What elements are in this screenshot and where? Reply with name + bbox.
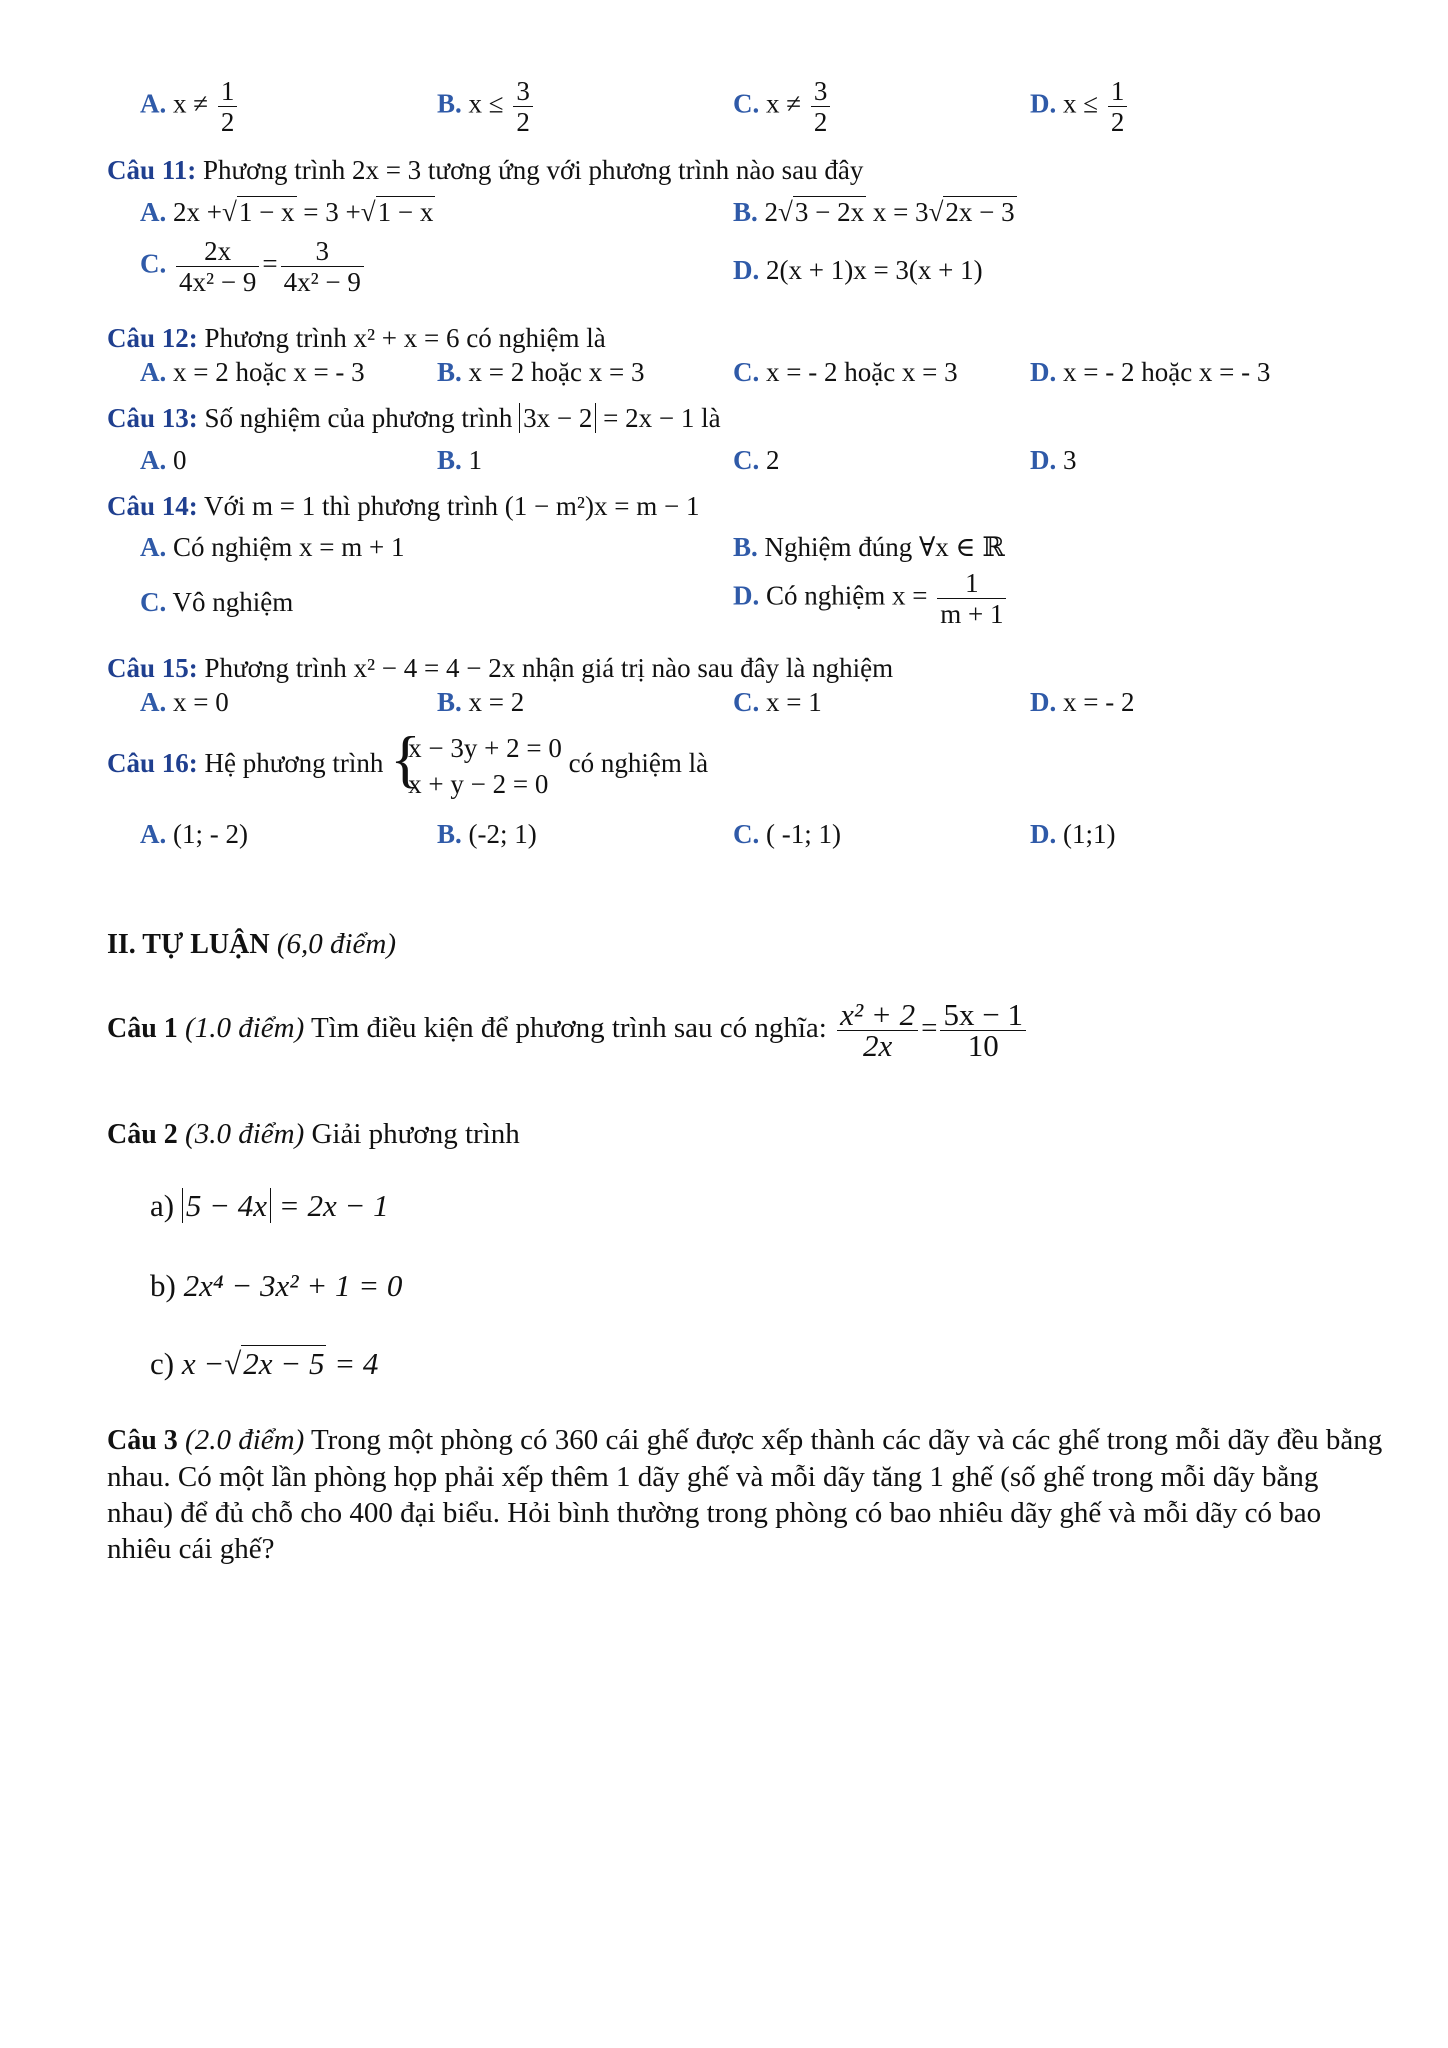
option-text: x = 0	[173, 687, 229, 717]
option-label: A.	[140, 445, 167, 475]
option-text: ( -1; 1)	[766, 819, 841, 849]
option-text: Có nghiệm x =	[766, 580, 928, 611]
option-label: D.	[1030, 819, 1057, 849]
option-text: x = 1	[766, 687, 822, 717]
question-text: Tìm điều kiện để phương trình sau có nghĩa:	[310, 1012, 827, 1045]
radicand: 1 − x	[238, 197, 295, 227]
question-11	[107, 154, 863, 186]
option-text: 0	[173, 445, 187, 475]
question-12	[107, 322, 606, 354]
question-text: Trong một phòng có 360 cái ghế được xếp thành các dãy và các ghế trong mỗi dãy đều bằng nhau. Có một lần phòng họp phải xếp thêm 1 dãy ghế và mỗi dãy tăng 1 ghế (số ghế trong mỗi dãy bằng nhau) để đủ chỗ cho 400 đại biểu. Hỏi bình thường trong phòng có bao nhiêu dãy ghế và mỗi dãy có bao nhiêu cái ghế?	[107, 1424, 1383, 1565]
q15-option-b	[437, 686, 524, 718]
q11-option-c	[140, 236, 367, 297]
option-label: D.	[1030, 445, 1057, 475]
option-label: D.	[733, 255, 760, 285]
prev-option-a	[140, 76, 240, 137]
question-14	[107, 490, 699, 522]
essay-question-1	[107, 997, 1029, 1063]
essay-2b	[150, 1270, 402, 1302]
numerator: 3	[811, 76, 831, 107]
essay-2c	[150, 1348, 378, 1380]
denominator: m + 1	[940, 599, 1004, 629]
option-expr: x ≤	[1063, 88, 1099, 119]
fraction	[218, 76, 238, 137]
option-label: A.	[140, 532, 167, 562]
q14-option-c	[140, 586, 293, 618]
option-text: 2	[766, 445, 780, 475]
denominator: 2	[813, 107, 828, 137]
numerator: 2x	[176, 236, 259, 267]
q11-option-d	[733, 254, 983, 286]
option-label: C.	[733, 687, 760, 717]
prev-option-d	[1030, 76, 1130, 137]
q15-option-a	[140, 686, 229, 718]
question-text: = 2x − 1 là	[603, 403, 721, 433]
question-label: Câu 2	[107, 1119, 178, 1150]
option-label: C.	[140, 587, 167, 617]
question-label: Câu 1	[107, 1013, 178, 1045]
option-text: Nghiệm đúng ∀x ∈ ℝ	[764, 532, 1005, 562]
q16-option-b	[437, 818, 537, 850]
section-title: II. TỰ LUẬN	[107, 929, 270, 960]
q11-option-a	[140, 196, 435, 228]
question-label: Câu 11:	[107, 155, 197, 185]
equals-sign: =	[262, 248, 278, 279]
sub-label: a)	[150, 1188, 175, 1223]
denominator: 2	[220, 107, 235, 137]
question-label: Câu 12:	[107, 323, 198, 353]
fraction	[937, 568, 1006, 629]
numerator: 3	[281, 236, 364, 267]
option-label: B.	[437, 687, 462, 717]
denominator: 4x² − 9	[179, 267, 257, 297]
sqrt: √2x − 3	[928, 197, 1015, 227]
equals-sign: =	[921, 1012, 938, 1045]
numerator: 1	[218, 76, 238, 107]
question-text: Phương trình 2x = 3 tương ứng với phương trình nào sau đây	[203, 155, 864, 185]
option-label: B.	[437, 357, 462, 387]
radicand: 1 − x	[377, 197, 434, 227]
option-expr: x ≠	[173, 88, 209, 119]
sqrt: √3 − 2x	[778, 197, 865, 227]
option-label: D.	[1030, 687, 1057, 717]
q12-option-d	[1030, 356, 1270, 388]
option-text: x = - 2 hoặc x = - 3	[1063, 357, 1271, 387]
q12-option-b	[437, 356, 644, 388]
option-expr: 2(x + 1)x = 3(x + 1)	[766, 255, 983, 285]
option-label: B.	[733, 532, 758, 562]
sqrt: √1 − x	[221, 197, 295, 227]
expr-part: x = 3	[872, 197, 929, 227]
question-text: Phương trình x² − 4 = 4 − 2x nhận giá trị nào sau đây là nghiệm	[204, 653, 894, 683]
question-text: Phương trình x² + x = 6 có nghiệm là	[204, 323, 606, 353]
option-label: A.	[140, 88, 167, 119]
essay-question-2	[107, 1118, 520, 1151]
section-heading	[107, 928, 396, 961]
option-label: B.	[437, 88, 462, 119]
question-text: Hệ phương trình	[204, 748, 384, 779]
absolute-value: 3x − 2	[519, 403, 596, 433]
question-text: Số nghiệm của phương trình	[204, 403, 513, 433]
sub-label: c)	[150, 1346, 175, 1381]
question-16	[107, 723, 709, 802]
q16-option-d	[1030, 818, 1115, 850]
option-text: 1	[468, 445, 483, 475]
system-equation: x − 3y + 2 = 0	[408, 733, 562, 763]
fraction	[940, 997, 1025, 1063]
numerator: 1	[1108, 76, 1128, 107]
q16-option-c	[733, 818, 841, 850]
denominator: 2	[1110, 107, 1125, 137]
option-label: D.	[733, 580, 760, 611]
numerator: 5x − 1	[940, 1000, 1025, 1031]
radicand: 3 − 2x	[794, 197, 865, 227]
q11-option-b	[733, 196, 1017, 228]
option-label: A.	[140, 687, 167, 717]
q12-option-c	[733, 356, 958, 388]
question-points: (2.0 điểm)	[185, 1424, 305, 1456]
option-label: A.	[140, 819, 167, 849]
question-label: Câu 15:	[107, 653, 198, 683]
q14-option-b	[733, 531, 1005, 563]
q14-option-a	[140, 531, 404, 563]
q13-option-d	[1030, 444, 1077, 476]
option-label: B.	[733, 197, 758, 227]
option-text: Có nghiệm x = m + 1	[173, 532, 405, 562]
denominator: 10	[967, 1028, 999, 1063]
essay-2a	[150, 1190, 389, 1222]
prev-option-c	[733, 76, 833, 137]
expr-part: = 3 +	[303, 197, 361, 227]
expr-part: x −	[181, 1346, 225, 1381]
q13-option-c	[733, 444, 780, 476]
option-label: B.	[437, 445, 462, 475]
q14-option-d	[733, 568, 1009, 629]
question-text: Với m = 1 thì phương trình (1 − m²)x = m − 1	[204, 491, 700, 521]
q15-option-d	[1030, 686, 1134, 718]
numerator: x² + 2	[837, 1000, 918, 1031]
fraction	[1108, 76, 1128, 137]
option-expr: x ≠	[766, 88, 802, 119]
option-text: x = 2 hoặc x = 3	[468, 357, 645, 387]
expr-part: 2x +	[173, 197, 222, 227]
question-text: Giải phương trình	[311, 1118, 520, 1150]
expr-part: 2x⁴ − 3x² + 1 = 0	[183, 1268, 403, 1303]
q12-option-a	[140, 356, 365, 388]
option-text: 3	[1063, 445, 1077, 475]
question-label: Câu 3	[107, 1425, 178, 1456]
denominator: 2x	[862, 1028, 893, 1063]
expr-part: = 4	[334, 1346, 379, 1381]
denominator: 4x² − 9	[283, 267, 361, 297]
option-text: (-2; 1)	[468, 819, 537, 849]
option-text: x = - 2 hoặc x = 3	[766, 357, 958, 387]
option-label: A.	[140, 197, 167, 227]
question-15	[107, 652, 893, 684]
numerator: 3	[513, 76, 533, 107]
question-points: (3.0 điểm)	[185, 1118, 305, 1150]
option-label: C.	[733, 88, 760, 119]
equation-system	[390, 723, 562, 802]
fraction	[513, 76, 533, 137]
system-equation: x + y − 2 = 0	[408, 769, 549, 799]
question-points: (1.0 điểm)	[185, 1012, 305, 1045]
prev-option-b	[437, 76, 536, 137]
question-13	[107, 402, 721, 434]
option-text: x = 2 hoặc x = - 3	[173, 357, 365, 387]
q15-option-c	[733, 686, 822, 718]
q13-option-b	[437, 444, 482, 476]
section-points: (6,0 điểm)	[276, 928, 397, 960]
option-label: B.	[437, 819, 462, 849]
fraction	[811, 76, 831, 137]
question-label: Câu 16:	[107, 748, 198, 779]
radicand: 2x − 5	[243, 1346, 325, 1381]
sub-label: b)	[150, 1268, 176, 1303]
option-label: C.	[733, 819, 760, 849]
sqrt: √1 − x	[360, 197, 434, 227]
numerator: 1	[937, 568, 1006, 599]
essay-question-3	[107, 1422, 1387, 1567]
option-label: C.	[140, 248, 167, 279]
absolute-value: 5 − 4x	[182, 1188, 271, 1223]
option-text: Vô nghiệm	[172, 587, 294, 617]
option-text: x = 2	[468, 687, 525, 717]
expr-part: 2	[764, 197, 779, 227]
fraction	[176, 236, 259, 297]
option-label: D.	[1030, 88, 1057, 119]
option-expr: x ≤	[468, 88, 504, 119]
fraction	[837, 997, 918, 1063]
question-label: Câu 14:	[107, 491, 198, 521]
sqrt: √2x − 5	[224, 1346, 325, 1381]
fraction	[281, 236, 364, 297]
brace-icon: {	[390, 723, 421, 794]
option-text: (1;1)	[1063, 819, 1116, 849]
option-text: (1; - 2)	[173, 819, 248, 849]
expr-part: = 2x − 1	[278, 1188, 389, 1223]
denominator: 2	[516, 107, 530, 137]
radicand: 2x − 3	[945, 197, 1015, 227]
q13-option-a	[140, 444, 187, 476]
option-text: x = - 2	[1063, 687, 1135, 717]
option-label: D.	[1030, 357, 1057, 387]
option-label: A.	[140, 357, 167, 387]
option-label: C.	[733, 445, 760, 475]
question-label: Câu 13:	[107, 403, 198, 433]
question-text: có nghiệm là	[568, 748, 709, 779]
q16-option-a	[140, 818, 248, 850]
option-label: C.	[733, 357, 760, 387]
